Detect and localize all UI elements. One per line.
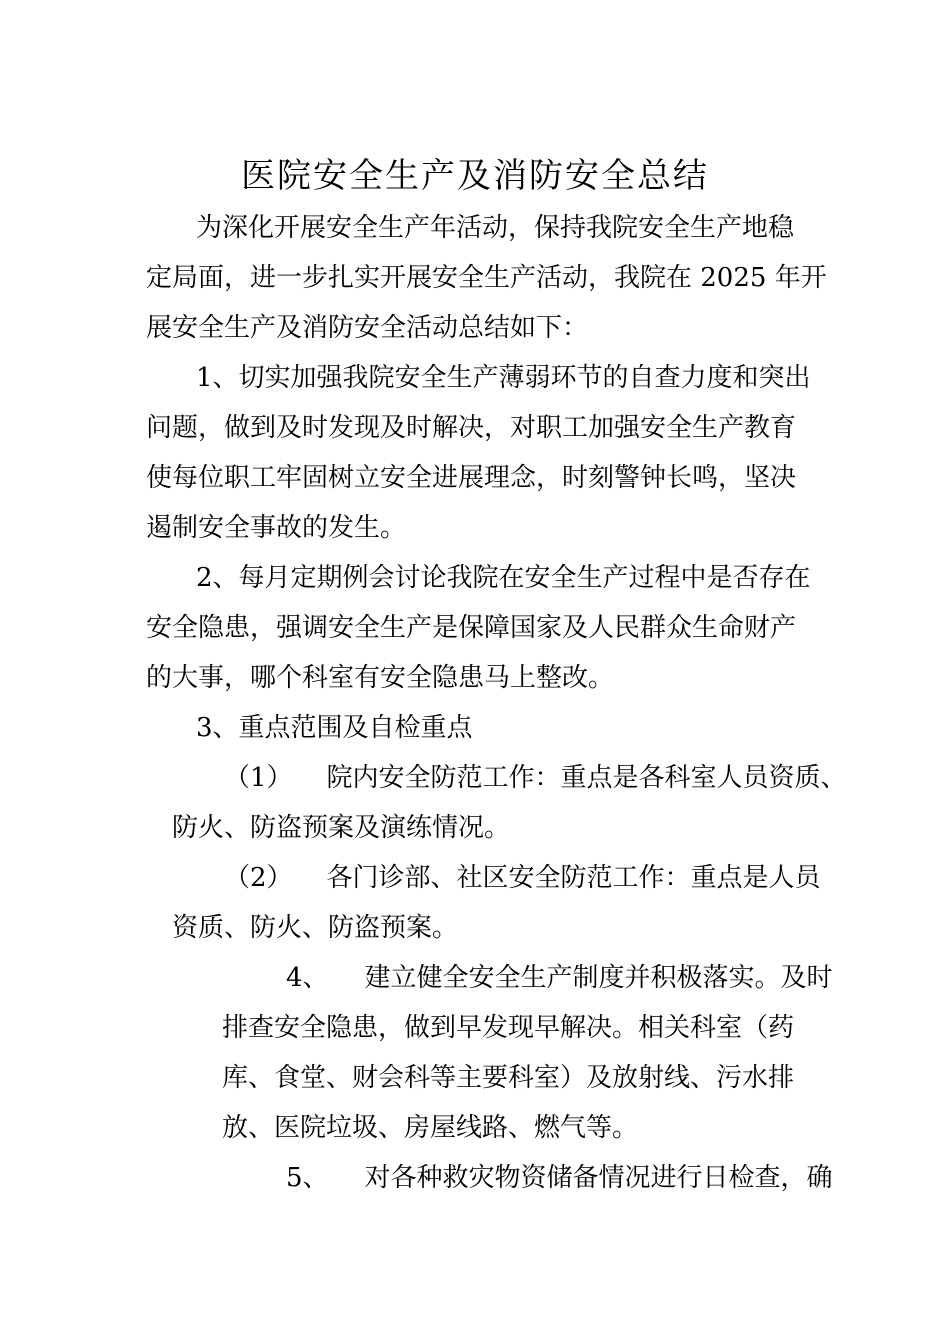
item3-sub2-number: （2） <box>224 863 293 893</box>
intro-line-2: 定局面，进一步扎实开展安全生产活动，我院在 2025 年开 <box>146 263 827 293</box>
item1-line-1: 1、切实加强我院安全生产薄弱环节的自查力度和突出 <box>196 363 811 393</box>
item2-line-3: 的大事，哪个科室有安全隐患马上整改。 <box>146 663 615 693</box>
document-title: 医院安全生产及消防安全总结 <box>241 156 709 196</box>
item3-sub1-line-1 <box>224 760 847 796</box>
item3-sub2-line-2: 资质、防火、防盗预案。 <box>172 913 459 943</box>
item4-line-1 <box>286 960 833 996</box>
item1-line-2: 问题，做到及时发现及时解决，对职工加强安全生产教育 <box>146 413 797 443</box>
item3-sub1-number: （1） <box>224 763 293 793</box>
intro-line-1: 为深化开展安全生产年活动，保持我院安全生产地稳 <box>196 213 795 243</box>
item3-sub2-text: 各门诊部、社区安全防范工作：重点是人员 <box>326 863 821 893</box>
item3-sub2-line-1 <box>224 860 821 896</box>
item3-heading: 3、重点范围及自检重点 <box>196 713 473 743</box>
item5-text: 对各种救灾物资储备情况进行日检查，确 <box>364 1163 833 1193</box>
item4-line-4: 放、医院垃圾、房屋线路、燃气等。 <box>222 1113 639 1143</box>
item2-line-2: 安全隐患，强调安全生产是保障国家及人民群众生命财产 <box>146 613 797 643</box>
item4-text: 建立健全安全生产制度并积极落实。及时 <box>364 963 833 993</box>
item4-line-3: 库、食堂、财会科等主要科室）及放射线、污水排 <box>222 1063 795 1093</box>
item3-sub1-line-2: 防火、防盗预案及演练情况。 <box>172 813 511 843</box>
intro-line-3: 展安全生产及消防安全活动总结如下： <box>146 313 589 343</box>
item3-sub1-text: 院内安全防范工作：重点是各科室人员资质、 <box>326 763 847 793</box>
item1-line-3: 使每位职工牢固树立安全进展理念，时刻警钟长鸣，坚决 <box>146 463 797 493</box>
item5-number: 5、 <box>286 1163 329 1193</box>
item1-line-4: 遏制安全事故的发生。 <box>146 513 407 543</box>
item4-number: 4、 <box>286 963 329 993</box>
item4-line-2: 排查安全隐患，做到早发现早解决。相关科室（药 <box>222 1013 795 1043</box>
item2-line-1: 2、每月定期例会讨论我院在安全生产过程中是否存在 <box>196 563 811 593</box>
item5-line-1 <box>286 1160 833 1196</box>
